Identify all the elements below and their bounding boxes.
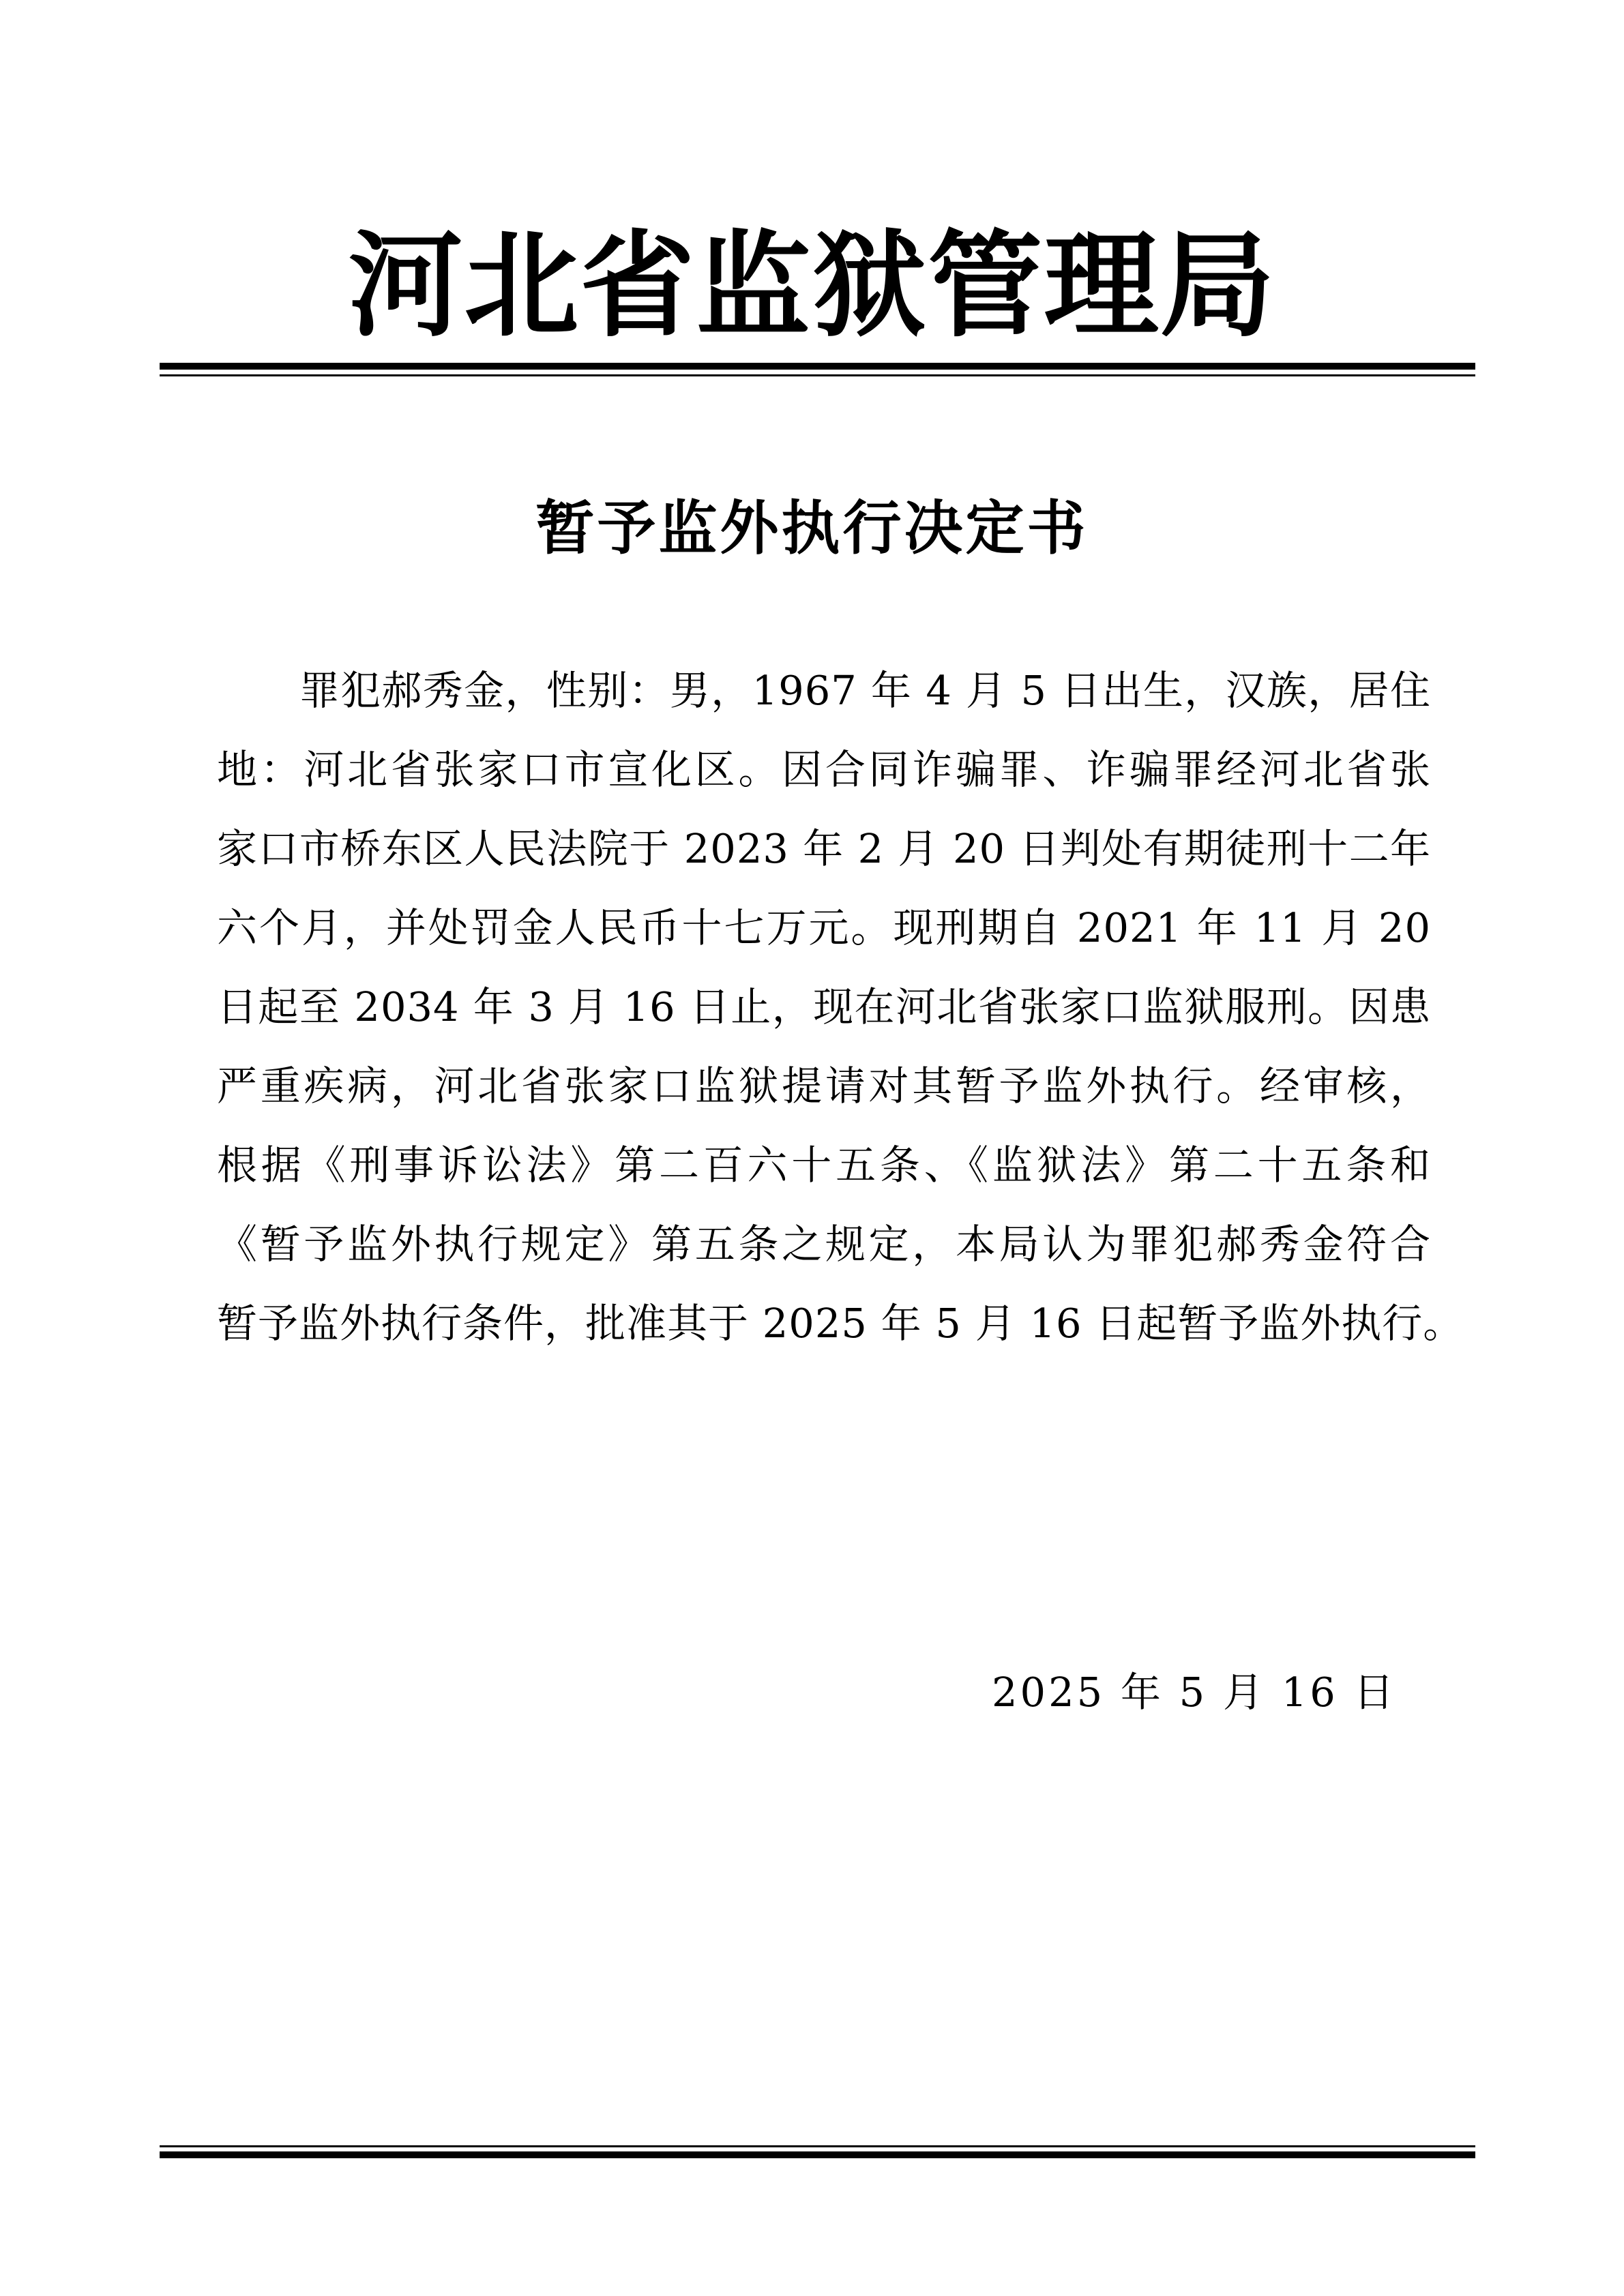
issuing-organization-heading: 河北省监狱管理局 (348, 218, 1276, 353)
header-divider-thin (160, 374, 1475, 376)
body-line: 地：河北省张家口市宣化区。因合同诈骗罪、诈骗罪经河北省张 (217, 746, 1431, 793)
document-title: 暂予监外执行决定书 (535, 494, 1089, 563)
body-line: 罪犯郝秀金，性别：男，1967 年 4 月 5 日出生，汉族，居住 (217, 667, 1431, 714)
header-divider-thick (160, 363, 1475, 370)
footer-divider-thick (160, 2151, 1475, 2158)
footer-divider-thin (160, 2145, 1475, 2147)
body-line: 根据《刑事诉讼法》第二百六十五条、《监狱法》第二十五条和 (217, 1142, 1431, 1189)
body-line: 六个月，并处罚金人民币十七万元。现刑期自 2021 年 11 月 20 (217, 904, 1431, 951)
document-body (217, 651, 1464, 1363)
body-line: 日起至 2034 年 3 月 16 日止，现在河北省张家口监狱服刑。因患 (217, 983, 1431, 1030)
body-line: 严重疾病，河北省张家口监狱提请对其暂予监外执行。经审核， (217, 1062, 1431, 1109)
body-line: 家口市桥东区人民法院于 2023 年 2 月 20 日判处有期徒刑十二年 (217, 825, 1431, 872)
body-line: 暂予监外执行条件，批准其于 2025 年 5 月 16 日起暂予监外执行。 (217, 1300, 1464, 1347)
body-line: 《暂予监外执行规定》第五条之规定，本局认为罪犯郝秀金符合 (217, 1221, 1431, 1268)
issue-date: 2025 年 5 月 16 日 (992, 1669, 1397, 1716)
